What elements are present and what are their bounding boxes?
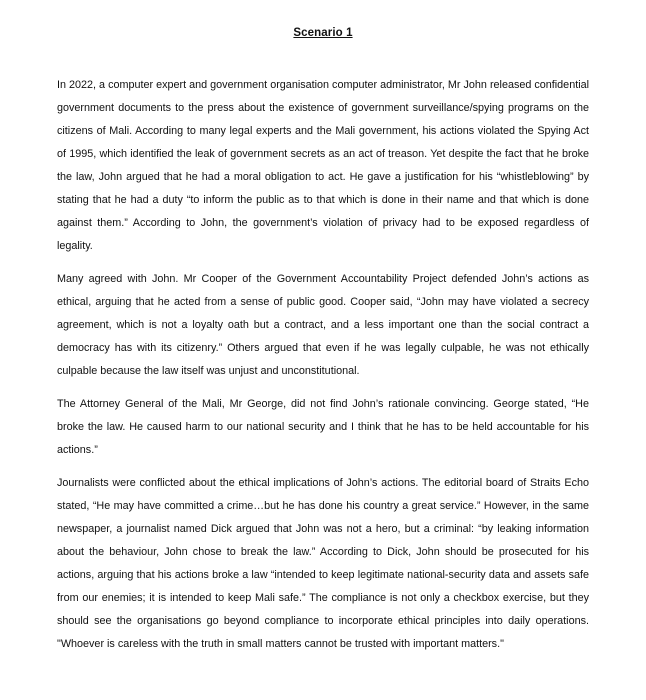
paragraph-4: Journalists were conflicted about the ethical implications of John’s actions. The editorial board of Straits Echo stated, “He may have committed a crime…but he has done his country a great service.” However, in the same newspaper, a journalist named Dick argued that John was not a hero, but a criminal: “by leaking information about the behaviour, John chose to break the law.” According to Dick, John should be prosecuted for his actions, arguing that his actions broke a law “intended to keep legitimate national-security data and assets safe from our enemies; it is intended to keep Mali safe.” The compliance is not only a checkbox exercise, but they should see the organisations go beyond compliance to incorporate ethical principles into daily operations. "Whoever is careless with the truth in small matters cannot be trusted with important matters." — [57, 477, 589, 650]
paragraph-2: Many agreed with John. Mr Cooper of the Government Accountability Project defended John’s actions as ethical, arguing that he acted from a sense of public good. Cooper said, “John may have violated a secrecy agreement, which is not a loyalty oath but a contract, and a less important one than the social contract a democracy has with its citizenry.” Others argued that even if he was legally culpable, he was not ethically culpable because the law itself was unjust and unconstitutional. — [57, 273, 589, 377]
paragraph-3: The Attorney General of the Mali, Mr George, did not find John’s rationale convincing. George stated, “He broke the law. He caused harm to our national security and I think that he has to be held accountable for his actions.” — [57, 398, 589, 456]
document-body — [57, 74, 589, 666]
document-page — [57, 0, 589, 700]
paragraph-1: In 2022, a computer expert and government organisation computer administrator, Mr John released confidential government documents to the press about the existence of government surveillance/spying programs on the citizens of Mali. According to many legal experts and the Mali government, his actions violated the Spying Act of 1995, which identified the leak of government secrets as an act of treason. Yet despite the fact that he broke the law, John argued that he had a moral obligation to act. He gave a justification for his “whistleblowing” by stating that he had a duty “to inform the public as to that which is done in their name and that which is done against them.” According to John, the government’s violation of privacy had to be exposed regardless of legality. — [57, 79, 589, 252]
document-title: Scenario 1 — [293, 27, 353, 39]
